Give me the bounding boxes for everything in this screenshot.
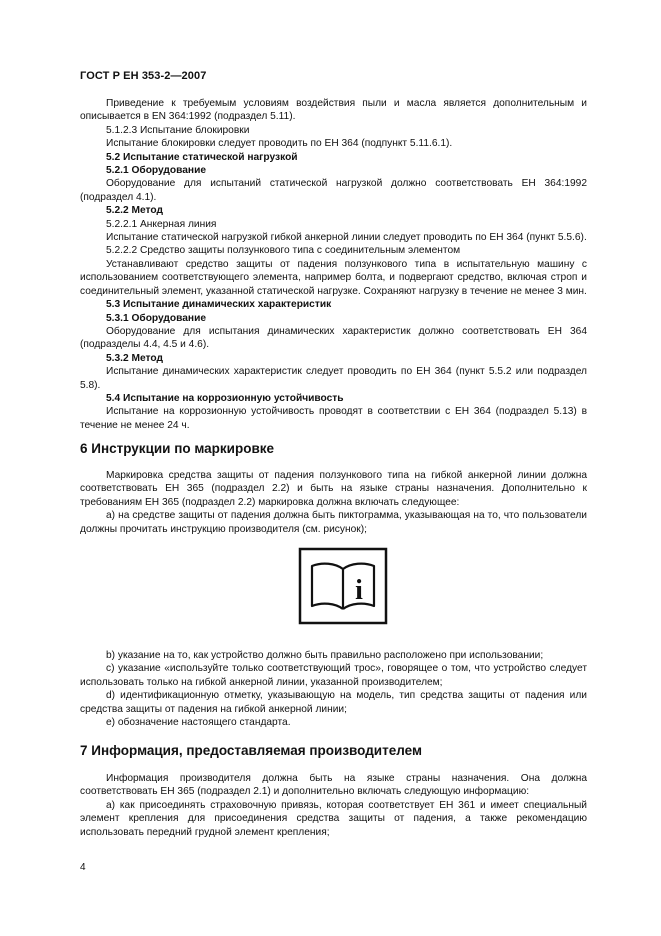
paragraph: 5.2.2 Метод (106, 205, 163, 217)
section-6-heading: 6 Инструкции по маркировке (80, 441, 275, 456)
marking-list-block (80, 649, 587, 729)
paragraph: 5.2.2.2 Средство защиты ползункового типа с соединительным элементом (106, 245, 461, 257)
paragraph: Информация производителя должна быть на языке страны назначения. Она должна соответствовать ЕН 365 (подраздел 2.1) и дополнительно включать следующую информацию: (80, 773, 587, 798)
paragraph: е) обозначение настоящего стандарта. (106, 717, 291, 729)
info-book-icon (298, 547, 388, 625)
paragraph: d) идентификационную отметку, указывающую на модель, тип средства защиты от падения или средства защиты от падения на гибкой анкерной линии; (80, 690, 587, 715)
paragraph: а) как присоединять страховочную привязь, которая соответствует ЕН 361 и имеет специальный элемент крепления для присоединения средства защиты от падения, а также рекомендацию использовать передний грудной элемент крепления; (80, 799, 587, 838)
page-number: 4 (80, 862, 86, 873)
paragraph: Испытание блокировки следует проводить по ЕН 364 (подпункт 5.11.6.1). (106, 138, 453, 150)
paragraph: Испытание статической нагрузкой гибкой анкерной линии следует проводить по ЕН 364 (пункт 5.5.6). (106, 232, 587, 244)
paragraph: b) указание на то, как устройство должно быть правильно расположено при использовании; (106, 650, 544, 661)
clause-5-text-block (80, 97, 587, 432)
paragraph: 5.1.2.3 Испытание блокировки (106, 124, 250, 136)
paragraph: 5.2 Испытание статической нагрузкой (106, 151, 298, 163)
section-6-intro-block (80, 469, 587, 536)
paragraph: Маркировка средства защиты от падения ползункового типа на гибкой анкерной линии должна соответствовать ЕН 365 (подраздел 2.2) и быть на языке страны назначения. Дополнительно к требованиям ЕН 365 (подраздел 2.2) маркировка должна включать следующее: (80, 470, 587, 508)
paragraph: Оборудование для испытания динамических характеристик должно соответствовать ЕН 364 (подразделы 4.4, 4.5 и 4.6). (80, 325, 587, 351)
paragraph: с) указание «используйте только соответствующий трос», говорящее о том, что устройство следует использовать только на гибкой анкерной линии, указанной производителем; (80, 663, 587, 688)
paragraph: 5.3.1 Оборудование (106, 312, 206, 324)
document-header: ГОСТ Р ЕН 353-2—2007 (80, 70, 207, 82)
paragraph: 5.3 Испытание динамических характеристик (106, 299, 332, 311)
paragraph: Испытание на коррозионную устойчивость проводят в соответствии с ЕН 364 (подраздел 5.13) в течение не менее 24 ч. (80, 406, 587, 431)
section-7-text-block (80, 772, 587, 839)
paragraph: 5.4 Испытание на коррозионную устойчивость (106, 392, 344, 404)
paragraph: Оборудование для испытаний статической нагрузкой должно соответствовать ЕН 364:1992 (подраздел 4.1). (80, 178, 587, 203)
info-glyph: i (355, 575, 363, 606)
paragraph: 5.2.1 Оборудование (106, 165, 206, 177)
paragraph: 5.2.2.1 Анкерная линия (106, 218, 217, 230)
section-7-heading: 7 Информация, предоставляемая производителем (80, 743, 422, 758)
paragraph: Испытание динамических характеристик следует проводить по ЕН 364 (пункт 5.5.2 или подраздел 5.8). (80, 366, 587, 391)
open-book-icon (312, 564, 374, 609)
paragraph: 5.3.2 Метод (106, 352, 163, 364)
paragraph: а) на средстве защиты от падения должна быть пиктограмма, указывающая на то, что пользователи должны прочитать инструкцию производителя (см. рисунок); (80, 510, 587, 535)
paragraph: Приведение к требуемым условиям воздействия пыли и масла является дополнительным и описывается в EN 364:1992 (подраздел 5.11). (80, 98, 587, 123)
paragraph: Устанавливают средство защиты от падения ползункового типа в испытательную машину с использованием соответствующего элемента, например болта, и подвергают средство, включая строп и соединительный элемент, указанной статической нагрузке. Сохраняют нагрузку в течение не менее 3 мин. (80, 258, 587, 297)
